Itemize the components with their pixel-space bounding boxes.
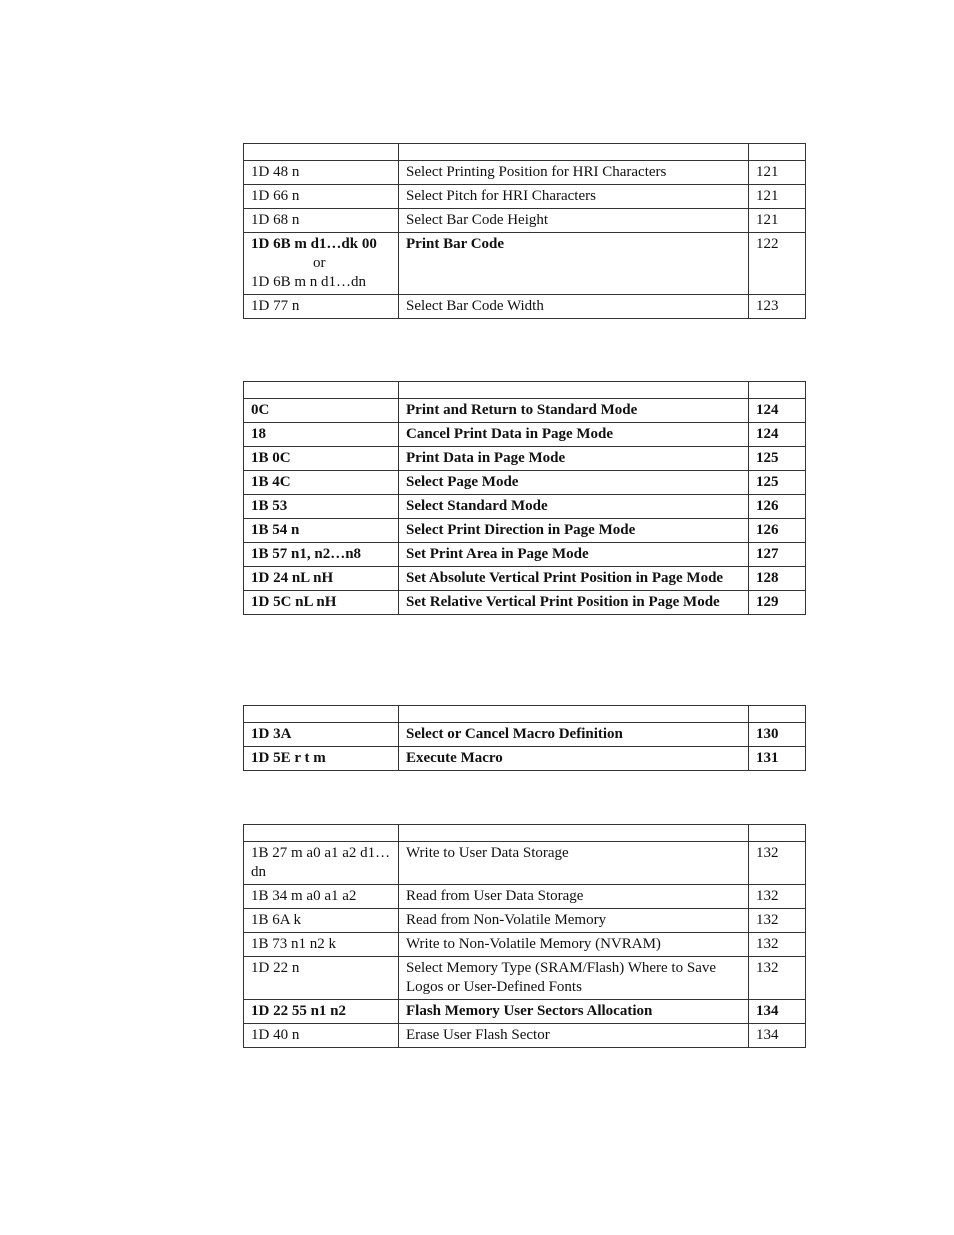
command-description: Select or Cancel Macro Definition <box>399 723 749 747</box>
table-header-row <box>244 144 806 161</box>
page-number: 125 <box>749 471 806 495</box>
command-table-barcode <box>243 143 806 319</box>
table-row <box>244 447 806 471</box>
command-description: Select Printing Position for HRI Characters <box>399 161 749 185</box>
table-row <box>244 567 806 591</box>
command-code: 1B 34 m a0 a1 a2 <box>244 885 399 909</box>
page-number: 129 <box>749 591 806 615</box>
command-description: Select Standard Mode <box>399 495 749 519</box>
table-row <box>244 423 806 447</box>
command-description: Select Print Direction in Page Mode <box>399 519 749 543</box>
page-number: 122 <box>749 233 806 295</box>
page-number: 132 <box>749 842 806 885</box>
command-code: 1D 66 n <box>244 185 399 209</box>
command-code: 1B 54 n <box>244 519 399 543</box>
command-description: Print Bar Code <box>399 233 749 295</box>
table-header-row <box>244 825 806 842</box>
page-number: 126 <box>749 519 806 543</box>
command-code-alternate: 1D 6B m n d1…dn <box>251 274 367 290</box>
table-row <box>244 909 806 933</box>
table-row <box>244 295 806 319</box>
page-number: 132 <box>749 933 806 957</box>
command-description: Set Print Area in Page Mode <box>399 543 749 567</box>
page-number: 121 <box>749 185 806 209</box>
table-row <box>244 399 806 423</box>
table-row <box>244 591 806 615</box>
command-description: Erase User Flash Sector <box>399 1024 749 1048</box>
command-code <box>244 233 399 295</box>
command-code: 1B 27 m a0 a1 a2 d1…dn <box>244 842 399 885</box>
page-number: 127 <box>749 543 806 567</box>
command-code: 1D 40 n <box>244 1024 399 1048</box>
command-code: 18 <box>244 423 399 447</box>
page-number: 123 <box>749 295 806 319</box>
page-number: 124 <box>749 423 806 447</box>
command-code: 1D 68 n <box>244 209 399 233</box>
page-number: 132 <box>749 957 806 1000</box>
page-number: 134 <box>749 1024 806 1048</box>
command-table-memory <box>243 824 806 1048</box>
table-row <box>244 885 806 909</box>
command-code: 1B 73 n1 n2 k <box>244 933 399 957</box>
command-code: 1D 22 n <box>244 957 399 1000</box>
table-row <box>244 723 806 747</box>
command-code: 1B 57 n1, n2…n8 <box>244 543 399 567</box>
table-row <box>244 1024 806 1048</box>
command-table-macro <box>243 705 806 771</box>
command-code: 1D 22 55 n1 n2 <box>244 1000 399 1024</box>
command-code: 1D 48 n <box>244 161 399 185</box>
table-row <box>244 747 806 771</box>
command-code-primary: 1D 6B m d1…dk 00 <box>251 236 377 252</box>
command-description: Select Pitch for HRI Characters <box>399 185 749 209</box>
command-description: Read from User Data Storage <box>399 885 749 909</box>
table-header-row <box>244 706 806 723</box>
command-description: Flash Memory User Sectors Allocation <box>399 1000 749 1024</box>
command-description: Execute Macro <box>399 747 749 771</box>
table-row <box>244 1000 806 1024</box>
page-number: 130 <box>749 723 806 747</box>
command-code: 1D 3A <box>244 723 399 747</box>
page-number: 132 <box>749 909 806 933</box>
page-number: 124 <box>749 399 806 423</box>
command-code: 0C <box>244 399 399 423</box>
page-number: 126 <box>749 495 806 519</box>
command-description: Select Bar Code Height <box>399 209 749 233</box>
table-row <box>244 519 806 543</box>
command-code: 1B 0C <box>244 447 399 471</box>
command-code: 1D 77 n <box>244 295 399 319</box>
command-description: Select Memory Type (SRAM/Flash) Where to Save Logos or User-Defined Fonts <box>399 957 749 1000</box>
command-description: Select Bar Code Width <box>399 295 749 319</box>
page-number: 134 <box>749 1000 806 1024</box>
page-number: 125 <box>749 447 806 471</box>
page-number: 121 <box>749 209 806 233</box>
command-code-or: or <box>313 255 326 271</box>
command-description: Write to User Data Storage <box>399 842 749 885</box>
table-row <box>244 933 806 957</box>
page-number: 121 <box>749 161 806 185</box>
page-number: 132 <box>749 885 806 909</box>
command-description: Write to Non-Volatile Memory (NVRAM) <box>399 933 749 957</box>
table-row <box>244 185 806 209</box>
command-code: 1B 53 <box>244 495 399 519</box>
command-description: Print and Return to Standard Mode <box>399 399 749 423</box>
command-code: 1D 5C nL nH <box>244 591 399 615</box>
table-row <box>244 495 806 519</box>
command-table-page-mode <box>243 381 806 615</box>
command-code: 1D 24 nL nH <box>244 567 399 591</box>
table-header-row <box>244 382 806 399</box>
command-code: 1D 5E r t m <box>244 747 399 771</box>
command-description: Print Data in Page Mode <box>399 447 749 471</box>
page-number: 128 <box>749 567 806 591</box>
table-row <box>244 233 806 295</box>
table-row <box>244 161 806 185</box>
table-row <box>244 957 806 1000</box>
table-row <box>244 842 806 885</box>
command-description: Set Absolute Vertical Print Position in Page Mode <box>399 567 749 591</box>
command-description: Select Page Mode <box>399 471 749 495</box>
command-code: 1B 6A k <box>244 909 399 933</box>
table-row <box>244 471 806 495</box>
command-code: 1B 4C <box>244 471 399 495</box>
command-description: Cancel Print Data in Page Mode <box>399 423 749 447</box>
command-description: Read from Non-Volatile Memory <box>399 909 749 933</box>
table-row <box>244 543 806 567</box>
page-number: 131 <box>749 747 806 771</box>
command-description: Set Relative Vertical Print Position in Page Mode <box>399 591 749 615</box>
table-row <box>244 209 806 233</box>
